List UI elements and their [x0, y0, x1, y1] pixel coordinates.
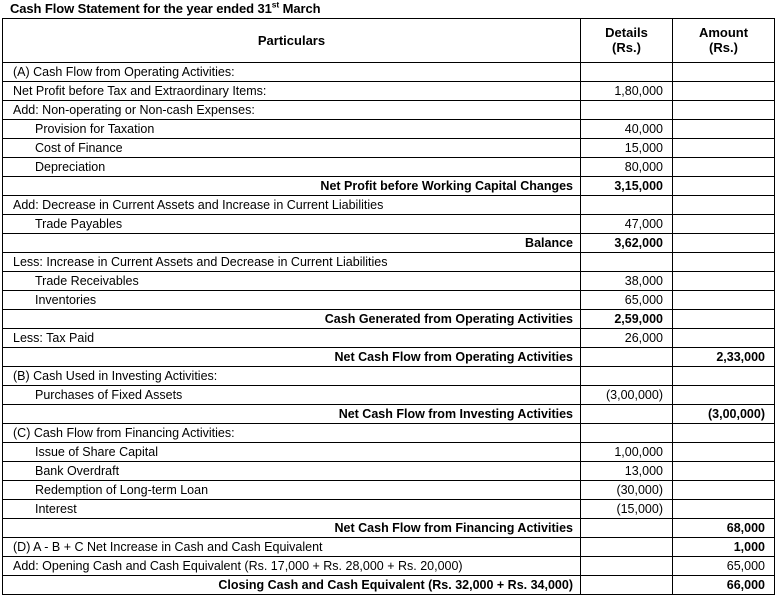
page-title-tail: March — [279, 1, 321, 16]
row-details-value: (15,000) — [581, 500, 673, 519]
table-row — [3, 63, 775, 82]
row-amount-value — [673, 234, 775, 253]
row-particulars: (A) Cash Flow from Operating Activities: — [3, 63, 581, 82]
row-particulars: Bank Overdraft — [3, 462, 581, 481]
row-amount-value — [673, 462, 775, 481]
cash-flow-table — [2, 18, 775, 595]
row-particulars: (C) Cash Flow from Financing Activities: — [3, 424, 581, 443]
table-body — [3, 63, 775, 595]
row-amount-value — [673, 63, 775, 82]
table-row — [3, 424, 775, 443]
row-details-value — [581, 348, 673, 367]
row-details-value — [581, 405, 673, 424]
column-header-details-label: Details — [605, 25, 648, 40]
row-particulars: Purchases of Fixed Assets — [3, 386, 581, 405]
row-details-value — [581, 538, 673, 557]
row-details-value: 2,59,000 — [581, 310, 673, 329]
row-amount-value — [673, 329, 775, 348]
table-row — [3, 272, 775, 291]
row-details-value — [581, 101, 673, 120]
row-details-value — [581, 367, 673, 386]
row-amount-value: 66,000 — [673, 576, 775, 595]
table-row — [3, 139, 775, 158]
row-details-value: (30,000) — [581, 481, 673, 500]
row-details-value — [581, 424, 673, 443]
row-total-label: Net Cash Flow from Investing Activities — [3, 405, 581, 424]
row-particulars: Inventories — [3, 291, 581, 310]
row-amount-value — [673, 424, 775, 443]
row-amount-value — [673, 272, 775, 291]
row-details-value: 26,000 — [581, 329, 673, 348]
table-row — [3, 234, 775, 253]
table-row — [3, 196, 775, 215]
table-header — [3, 19, 775, 63]
column-header-particulars: Particulars — [3, 19, 581, 63]
row-particulars: Issue of Share Capital — [3, 443, 581, 462]
row-amount-value: 1,000 — [673, 538, 775, 557]
row-details-value — [581, 253, 673, 272]
row-details-value: 1,80,000 — [581, 82, 673, 101]
column-header-details-unit: (Rs.) — [612, 40, 641, 55]
row-amount-value — [673, 310, 775, 329]
row-amount-value — [673, 177, 775, 196]
table-row — [3, 462, 775, 481]
table-row — [3, 177, 775, 196]
table-row — [3, 557, 775, 576]
row-amount-value — [673, 500, 775, 519]
row-amount-value — [673, 82, 775, 101]
row-amount-value — [673, 443, 775, 462]
table-row — [3, 291, 775, 310]
row-particulars: Trade Receivables — [3, 272, 581, 291]
row-particulars: Less: Increase in Current Assets and Decrease in Current Liabilities — [3, 253, 581, 272]
table-row — [3, 120, 775, 139]
row-particulars: Less: Tax Paid — [3, 329, 581, 348]
row-details-value: (3,00,000) — [581, 386, 673, 405]
row-particulars: Interest — [3, 500, 581, 519]
table-row — [3, 405, 775, 424]
row-particulars: Add: Opening Cash and Cash Equivalent (Rs. 17,000 + Rs. 28,000 + Rs. 20,000) — [3, 557, 581, 576]
table-row — [3, 443, 775, 462]
row-total-label: Closing Cash and Cash Equivalent (Rs. 32,000 + Rs. 34,000) — [3, 576, 581, 595]
row-details-value — [581, 576, 673, 595]
row-details-value: 15,000 — [581, 139, 673, 158]
column-header-details — [581, 19, 673, 63]
table-row — [3, 538, 775, 557]
table-row — [3, 576, 775, 595]
row-particulars: (D) A - B + C Net Increase in Cash and Cash Equivalent — [3, 538, 581, 557]
row-amount-value: 68,000 — [673, 519, 775, 538]
table-row — [3, 500, 775, 519]
row-amount-value — [673, 215, 775, 234]
column-header-amount — [673, 19, 775, 63]
row-details-value: 38,000 — [581, 272, 673, 291]
row-details-value: 47,000 — [581, 215, 673, 234]
row-amount-value — [673, 120, 775, 139]
row-particulars: Add: Decrease in Current Assets and Increase in Current Liabilities — [3, 196, 581, 215]
row-details-value: 13,000 — [581, 462, 673, 481]
row-amount-value — [673, 481, 775, 500]
row-total-label: Cash Generated from Operating Activities — [3, 310, 581, 329]
row-amount-value — [673, 253, 775, 272]
table-row — [3, 481, 775, 500]
row-total-label: Net Profit before Working Capital Changes — [3, 177, 581, 196]
row-amount-value — [673, 139, 775, 158]
table-row — [3, 101, 775, 120]
row-particulars: Depreciation — [3, 158, 581, 177]
column-header-amount-label: Amount — [698, 25, 749, 40]
table-row — [3, 310, 775, 329]
row-particulars: Trade Payables — [3, 215, 581, 234]
row-details-value: 65,000 — [581, 291, 673, 310]
row-particulars: Cost of Finance — [3, 139, 581, 158]
row-amount-value — [673, 367, 775, 386]
row-amount-value: 2,33,000 — [673, 348, 775, 367]
row-amount-value — [673, 386, 775, 405]
row-details-value — [581, 519, 673, 538]
row-details-value — [581, 196, 673, 215]
column-header-amount-unit: (Rs.) — [709, 40, 738, 55]
row-amount-value — [673, 101, 775, 120]
row-amount-value — [673, 158, 775, 177]
row-details-value: 3,62,000 — [581, 234, 673, 253]
row-details-value: 40,000 — [581, 120, 673, 139]
row-particulars: Add: Non-operating or Non-cash Expenses: — [3, 101, 581, 120]
page-title-ordinal-suffix: st — [271, 0, 280, 10]
row-details-value — [581, 63, 673, 82]
table-row — [3, 215, 775, 234]
row-total-label: Net Cash Flow from Financing Activities — [3, 519, 581, 538]
table-row — [3, 348, 775, 367]
row-total-label: Net Cash Flow from Operating Activities — [3, 348, 581, 367]
row-particulars: Redemption of Long-term Loan — [3, 481, 581, 500]
row-amount-value — [673, 291, 775, 310]
page-title-main: Cash Flow Statement for the year ended 31 — [10, 1, 272, 16]
table-row — [3, 519, 775, 538]
row-amount-value — [673, 196, 775, 215]
row-particulars: Net Profit before Tax and Extraordinary Items: — [3, 82, 581, 101]
row-total-label: Balance — [3, 234, 581, 253]
row-details-value: 3,15,000 — [581, 177, 673, 196]
table-row — [3, 253, 775, 272]
table-row — [3, 82, 775, 101]
row-particulars: Provision for Taxation — [3, 120, 581, 139]
table-row — [3, 329, 775, 348]
table-row — [3, 367, 775, 386]
row-amount-value: 65,000 — [673, 557, 775, 576]
row-particulars: (B) Cash Used in Investing Activities: — [3, 367, 581, 386]
table-row — [3, 386, 775, 405]
row-details-value — [581, 557, 673, 576]
row-details-value: 80,000 — [581, 158, 673, 177]
header-row — [3, 19, 775, 63]
row-amount-value: (3,00,000) — [673, 405, 775, 424]
table-row — [3, 158, 775, 177]
row-details-value: 1,00,000 — [581, 443, 673, 462]
page-title — [10, 1, 320, 16]
